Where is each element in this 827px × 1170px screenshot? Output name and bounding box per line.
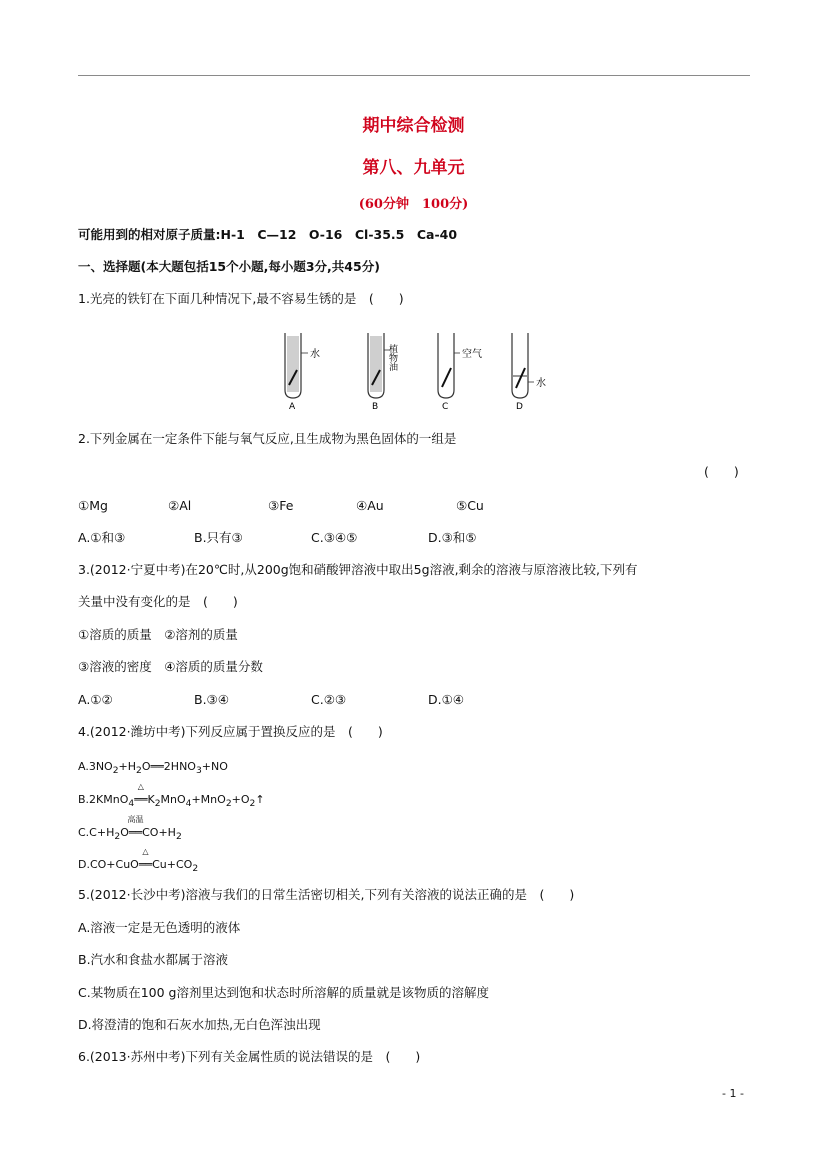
q4-option-b: B.2KMnO$_4$ △ $══K_2MnO_4+MnO_2+O_2↑$ — [78, 782, 265, 810]
tube-a-label: A — [289, 402, 296, 412]
q3-option-b: B.③④ — [194, 692, 229, 707]
test-tube-figure — [280, 330, 560, 412]
question-1-stem: 1.光亮的铁钉在下面几种情况下,最不容易生锈的是 ( ) — [78, 291, 404, 306]
question-2-bracket: ( ) — [704, 464, 739, 479]
q3-option-d: D.①④ — [428, 692, 465, 707]
q5-option-b: B.汽水和食盐水都属于溶液 — [78, 952, 229, 967]
exam-title: 期中综合检测 — [362, 116, 465, 136]
q2-option-a: A.①和③ — [78, 530, 126, 545]
tube-d — [512, 333, 546, 412]
q3-option-a: A.①② — [78, 692, 113, 707]
atomic-masses: 可能用到的相对原子质量:H-1 C—12 O-16 Cl-35.5 Ca-40 — [78, 227, 458, 242]
tube-c — [438, 333, 482, 412]
q2-option-b: B.只有③ — [194, 530, 243, 545]
q3-option-c: C.②③ — [311, 692, 347, 707]
tube-a — [285, 333, 320, 412]
tube-d-label: D — [516, 402, 523, 412]
question-4-stem: 4.(2012·潍坊中考)下列反应属于置换反应的是 ( ) — [78, 724, 383, 739]
question-6-stem: 6.(2013·苏州中考)下列有关金属性质的说法错误的是 ( ) — [78, 1049, 421, 1064]
question-5-stem: 5.(2012·长沙中考)溶液与我们的日常生活密切相关,下列有关溶液的说法正确的是 ( ) — [78, 887, 575, 902]
q2-item-5: ⑤Cu — [456, 498, 484, 513]
q3-items-line2: ③溶液的密度 ④溶质的质量分数 — [78, 659, 263, 674]
q2-item-1: ①Mg — [78, 498, 108, 513]
q4-option-c: $C.C+H_2O$ 高温 $══CO+H_2$ — [78, 815, 182, 843]
question-3-stem-line2: 关量中没有变化的是 ( ) — [78, 594, 238, 609]
q2-option-c: C.③④⑤ — [311, 530, 358, 545]
tube-b-annotation: 植物油 — [387, 344, 397, 371]
unit-subtitle: 第八、九单元 — [362, 158, 465, 178]
q4-option-a: $A.3NO_2+H_2O══2HNO_3+NO$ — [78, 760, 228, 777]
q5-option-d: D.将澄清的饱和石灰水加热,无白色浑浊出现 — [78, 1017, 321, 1032]
q3-items-line1: ①溶质的质量 ②溶剂的质量 — [78, 627, 238, 642]
tube-b — [368, 333, 398, 412]
tube-d-annotation: 水 — [536, 378, 546, 389]
q2-item-4: ④Au — [356, 498, 384, 513]
tube-c-annotation: 空气 — [462, 349, 482, 360]
tube-c-label: C — [442, 402, 449, 412]
q4-option-d: D.CO+CuO △ $══Cu+CO_2$ — [78, 847, 199, 875]
header-rule — [78, 75, 750, 76]
q2-option-d: D.③和⑤ — [428, 530, 477, 545]
question-2-stem: 2.下列金属在一定条件下能与氧气反应,且生成物为黑色固体的一组是 — [78, 431, 457, 446]
tube-a-annotation: 水 — [310, 349, 320, 360]
page-number: - 1 - — [722, 1087, 744, 1100]
q5-option-a: A.溶液一定是无色透明的液体 — [78, 920, 241, 935]
question-3-stem-line1: 3.(2012·宁夏中考)在20℃时,从200g饱和硝酸钾溶液中取出5g溶液,剩余的溶液与原溶液比较,下列有 — [78, 562, 638, 577]
tube-b-label: B — [372, 402, 379, 412]
time-score: (60分钟 100分) — [358, 197, 469, 212]
q5-option-c: C.某物质在100 g溶剂里达到饱和状态时所溶解的质量就是该物质的溶解度 — [78, 985, 489, 1000]
q2-item-2: ②Al — [168, 498, 192, 513]
q2-item-3: ③Fe — [268, 498, 294, 513]
section-heading: 一、选择题(本大题包括15个小题,每小题3分,共45分) — [78, 259, 380, 274]
